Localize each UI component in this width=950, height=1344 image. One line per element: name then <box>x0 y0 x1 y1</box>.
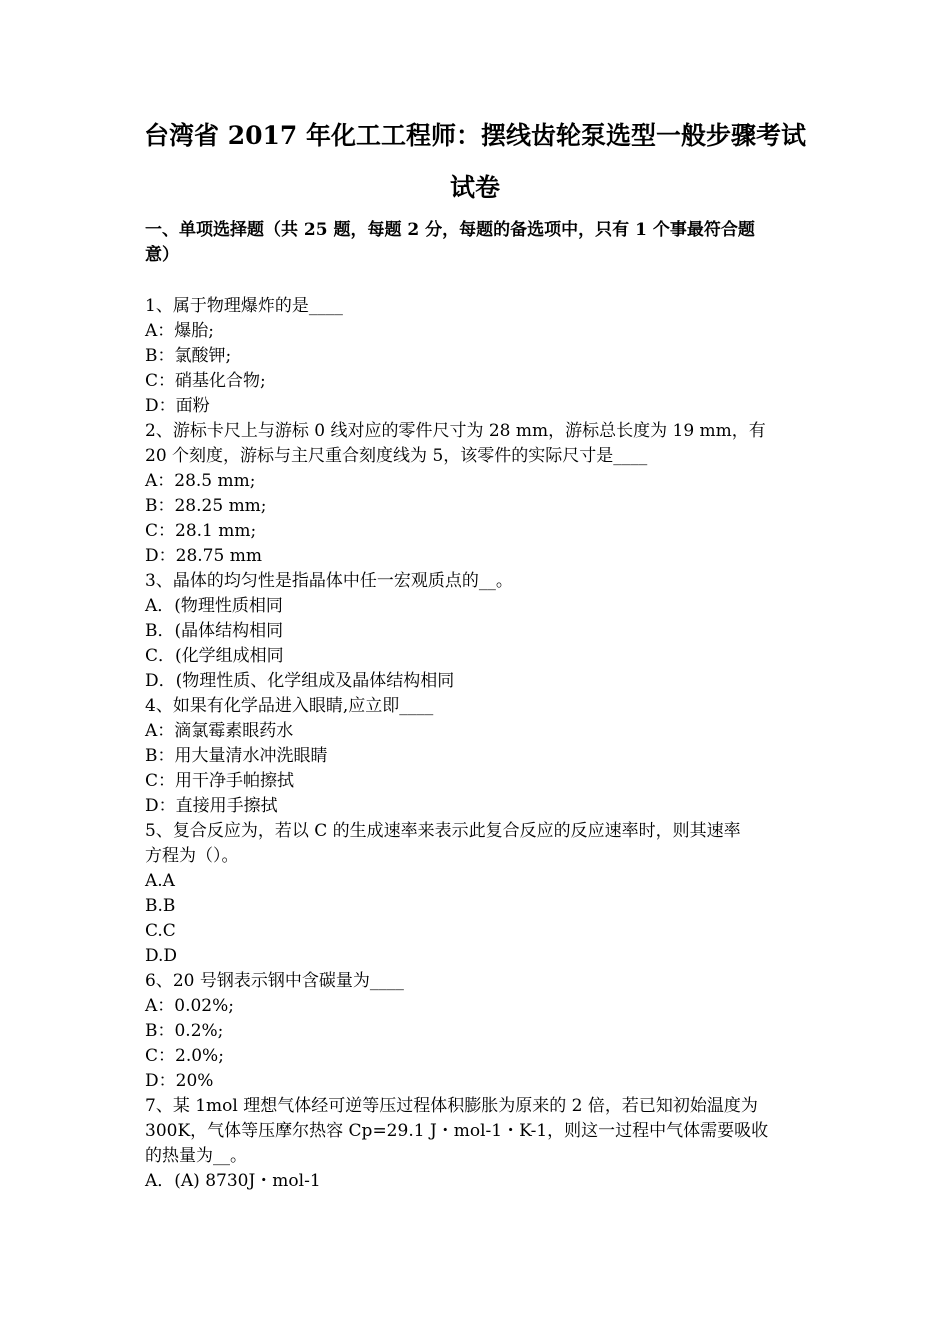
text-line: D：28.75 mm <box>145 546 262 566</box>
question-list <box>145 294 810 1194</box>
text-line: 方程为（）。 <box>145 846 239 866</box>
text-line: A．(物理性质相同 <box>145 596 283 616</box>
text-line: A：爆胎; <box>145 321 215 341</box>
text-line: C．(化学组成相同 <box>145 646 284 666</box>
text-line: C：28.1 mm; <box>145 521 257 541</box>
text-line: C.C <box>145 921 176 941</box>
text-line: B：28.25 mm; <box>145 496 267 516</box>
text-line: 的热量为__。 <box>145 1146 247 1166</box>
text-line: D：面粉 <box>145 396 210 416</box>
text-line: 3、晶体的均匀性是指晶体中任一宏观质点的__。 <box>145 571 513 591</box>
text-line: 1、属于物理爆炸的是____ <box>145 296 343 316</box>
text-line: 300K，气体等压摩尔热容 Cp=29.1 J・mol-1・K-1，则这一过程中气体需要吸收 <box>145 1121 769 1141</box>
text-line: D：20% <box>145 1071 214 1091</box>
text-line: C：2.0%; <box>145 1046 224 1066</box>
text-line: B：氯酸钾; <box>145 346 232 366</box>
text-line: B．(晶体结构相同 <box>145 621 284 641</box>
text-line: 5、复合反应为，若以 C 的生成速率来表示此复合反应的反应速率时，则其速率 <box>145 821 741 841</box>
text-line: B：用大量清水冲洗眼睛 <box>145 746 328 766</box>
title-line-2: 试卷 <box>449 173 500 202</box>
document-title <box>130 110 820 214</box>
section-heading-line-2: 意） <box>145 245 179 265</box>
section-heading-line-1: 一、单项选择题（共 25 题，每题 2 分，每题的备选项中，只有 1 个事最符合题 <box>145 220 755 240</box>
text-line: B：0.2%; <box>145 1021 224 1041</box>
text-line: A：0.02%; <box>145 996 235 1016</box>
text-line: 6、20 号钢表示钢中含碳量为____ <box>145 971 404 991</box>
text-line: A．(A) 8730J・mol-1 <box>145 1171 321 1191</box>
text-line: C：硝基化合物; <box>145 371 266 391</box>
text-line: D．(物理性质、化学组成及晶体结构相同 <box>145 671 455 691</box>
text-line: 4、如果有化学品进入眼睛,应立即____ <box>145 696 434 716</box>
text-line: C：用干净手帕擦拭 <box>145 771 295 791</box>
section-heading <box>145 218 810 268</box>
text-line: 7、某 1mol 理想气体经可逆等压过程体积膨胀为原来的 2 倍，若已知初始温度为 <box>145 1096 758 1116</box>
text-line: D：直接用手擦拭 <box>145 796 278 816</box>
text-line: A：滴氯霉素眼药水 <box>145 721 294 741</box>
text-line: 2、游标卡尺上与游标 0 线对应的零件尺寸为 28 mm，游标总长度为 19 mm，有 <box>145 421 766 441</box>
text-line: B.B <box>145 896 176 916</box>
text-line: 20 个刻度，游标与主尺重合刻度线为 5，该零件的实际尺寸是____ <box>145 446 648 466</box>
text-line: D.D <box>145 946 178 966</box>
title-line-1: 台湾省 2017 年化工工程师：摆线齿轮泵选型一般步骤考试 <box>144 121 806 150</box>
text-line: A.A <box>145 871 175 891</box>
text-line: A：28.5 mm; <box>145 471 256 491</box>
